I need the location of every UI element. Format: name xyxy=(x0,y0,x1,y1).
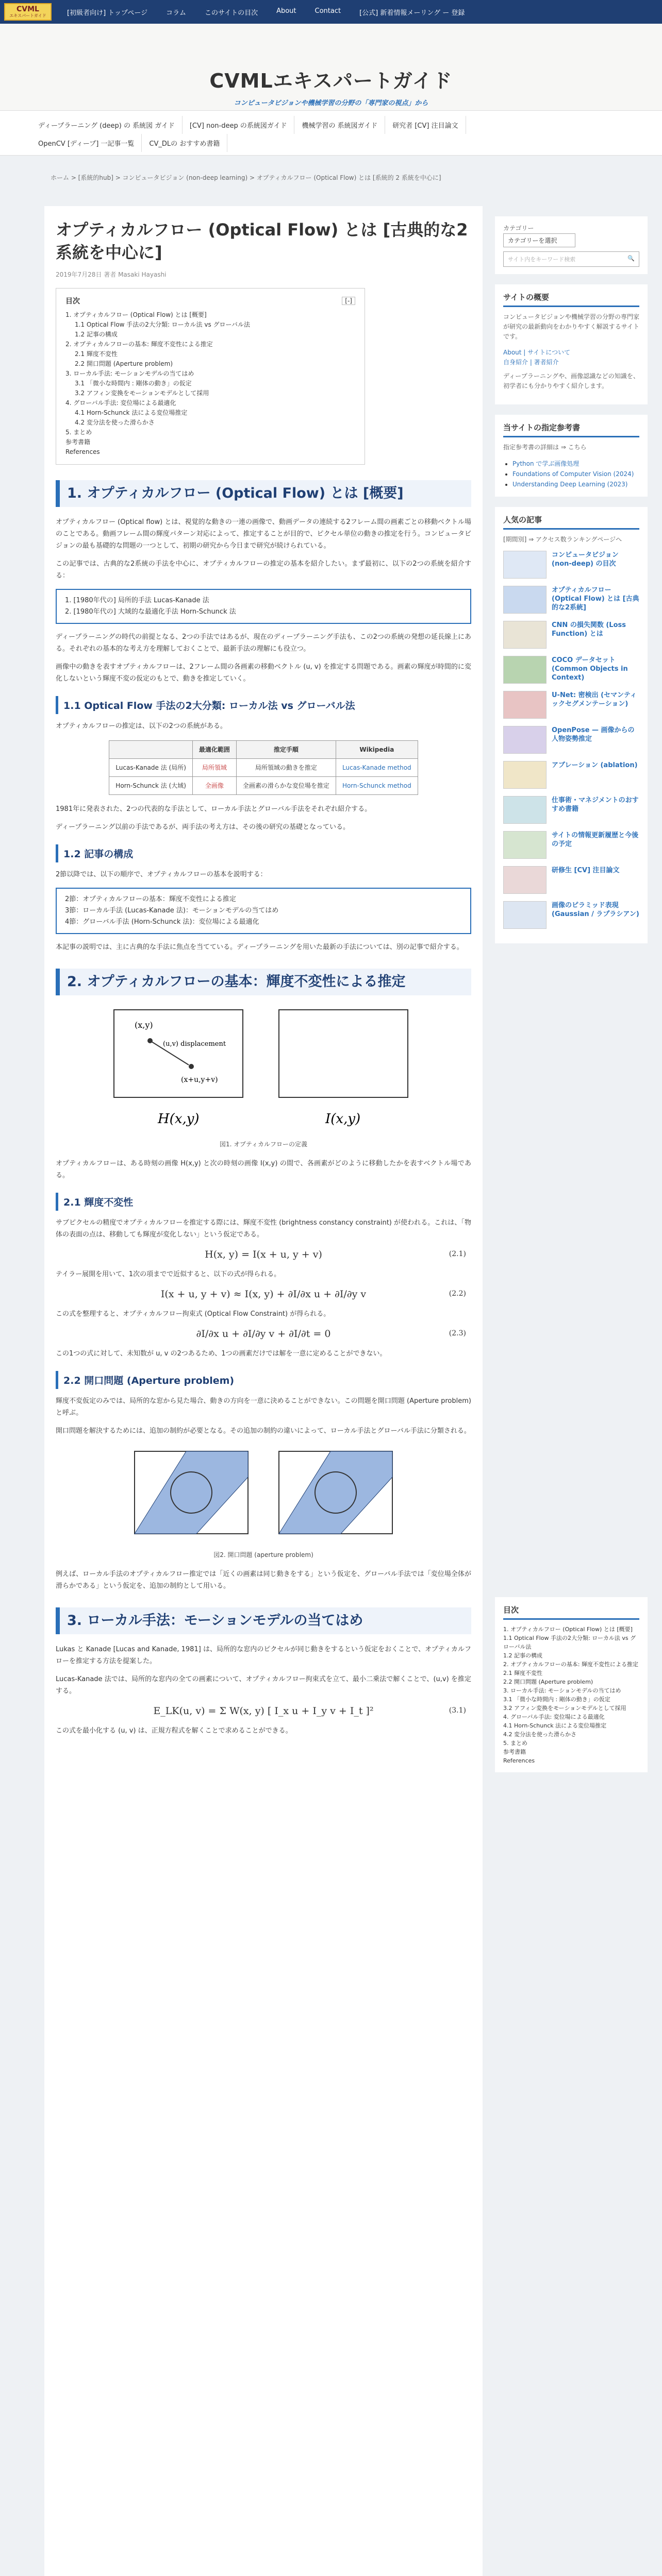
paragraph: Lukas と Kanade [Lucas and Kanade, 1981] は、局所的な窓内のピクセルが同じ動きをするという仮定をおくことで、オプティカルフローを推定する方法を提案した。 xyxy=(56,1646,471,1665)
menu-item[interactable]: [CV] non-deep の系統図ガイド xyxy=(183,116,295,134)
paragraph: サブピクセルの精度でオプティカルフローを推定する際には、輝度不変性 (brightness constancy constraint) が使われる。これは、「物体の表面の点は、移動しても輝度が変化しない」という仮定である。 xyxy=(56,1219,471,1239)
subsection-heading: 2.1 輝度不変性 xyxy=(56,1193,471,1211)
site-subtitle: コンピュータビジョンや機械学習の分野の「専門家の視点」から xyxy=(234,99,428,107)
equation xyxy=(56,1328,471,1340)
page-title: オプティカルフロー (Optical Flow) とは [古典的な2系統を中心に] xyxy=(56,220,468,262)
site-title[interactable]: CVMLエキスパートガイド xyxy=(209,70,453,92)
site-logo[interactable] xyxy=(4,3,52,21)
widget-title: 目次 xyxy=(503,1604,639,1620)
toc-item[interactable]: 3.2 アフィン変換をモーションモデルとして採用 xyxy=(503,1705,626,1711)
fig-label-i: I(x,y) xyxy=(325,1111,361,1127)
figure-caption: 図1. オプティカルフローの定義 xyxy=(220,1141,307,1148)
toc-item[interactable]: 4.2 変分法を使った滑らかさ xyxy=(75,419,155,426)
thumbnail xyxy=(503,796,547,824)
popular-item[interactable] xyxy=(503,726,639,754)
about-link[interactable]: About | サイトについて xyxy=(503,349,571,356)
top-nav-item[interactable]: About xyxy=(276,7,296,15)
menu-item[interactable]: OpenCV [ディープ] 一記事一覧 xyxy=(31,134,142,152)
section-heading: 1. オプティカルフロー (Optical Flow) とは [概要] xyxy=(56,480,471,507)
main-article xyxy=(44,206,483,2576)
sidebar xyxy=(495,216,648,954)
toc-item[interactable]: 参考書籍 xyxy=(503,1749,526,1755)
table-of-contents xyxy=(56,288,365,465)
paragraph: 輝度不変仮定のみでは、局所的な窓から見た場合、動きの方向を一意に決めることができない。この問題を開口問題 (Aperture problem) と呼ぶ。 xyxy=(56,1397,471,1417)
thumbnail xyxy=(503,761,547,789)
highlight-box xyxy=(56,888,471,934)
top-nav-item[interactable]: このサイトの目次 xyxy=(204,9,258,17)
popular-title[interactable]: 仕事術・マネジメントのおすすめ書籍 xyxy=(552,796,639,813)
post-meta: 2019年7月28日 著者 Masaki Hayashi xyxy=(56,271,167,278)
fig-label-uv: (u,v) displacement xyxy=(163,1040,226,1048)
box-line: 4節：グローバル手法 (Horn-Schunck 法)：変位場による最適化 xyxy=(65,918,259,926)
fig-label-xy: (x,y) xyxy=(135,1020,153,1030)
toc-item[interactable]: 2. オプティカルフローの基本: 輝度不変性による推定 xyxy=(503,1661,638,1668)
main-menu xyxy=(0,110,662,156)
toc-item[interactable]: References xyxy=(65,448,100,455)
figure-1 xyxy=(56,1005,471,1148)
widget-text: ディープラーニングや、画像認識などの知識を、初学者にも分かりやすく紹介します。 xyxy=(503,372,639,389)
toc-item[interactable]: 2.2 開口問題 (Aperture problem) xyxy=(75,360,173,367)
highlight-box xyxy=(56,589,471,624)
equation xyxy=(56,1249,471,1260)
widget-text[interactable]: [期間別] ⇒ アクセス数ランキングページへ xyxy=(503,536,622,543)
table-header: Wikipedia xyxy=(336,741,418,759)
top-nav xyxy=(67,7,483,17)
popular-title[interactable]: アブレーション (ablation) xyxy=(552,761,638,769)
widget-title: サイトの概要 xyxy=(503,292,639,307)
top-nav-item[interactable]: Contact xyxy=(315,7,341,15)
equation-number: (3.1) xyxy=(449,1706,466,1715)
toc-item[interactable]: 4. グローバル手法: 変位場による最適化 xyxy=(503,1714,605,1720)
toc-item[interactable]: 3.2 アフィン変換をモーションモデルとして採用 xyxy=(75,389,209,397)
menu-item[interactable]: CV_DLの おすすめ書籍 xyxy=(142,134,227,152)
paragraph: 開口問題を解決するためには、追加の制約が必要となる。その追加の制約の違いによって、ローカル手法とグローバル手法に分類される。 xyxy=(56,1427,471,1435)
toc-item[interactable]: 2.1 輝度不変性 xyxy=(75,350,118,358)
figure-2 xyxy=(56,1446,471,1559)
toc-toggle-button[interactable]: [-] xyxy=(342,297,355,305)
widget-text: 指定参考書の詳細は ⇒ こちら xyxy=(503,444,587,451)
equation-text: ∂I/∂x u + ∂I/∂y v + ∂I/∂t = 0 xyxy=(196,1328,331,1340)
book-link[interactable]: Python で学ぶ画像処理 xyxy=(512,460,580,467)
equation-number: (2.3) xyxy=(449,1329,466,1337)
table-link[interactable] xyxy=(336,759,418,777)
menu-item[interactable]: 機械学習の 系統図ガイド xyxy=(294,116,385,134)
search-icon[interactable]: 🔍 xyxy=(627,255,635,262)
table-row xyxy=(109,759,418,777)
popular-item[interactable] xyxy=(503,831,639,859)
toc-item[interactable]: 1.1 Optical Flow 手法の2大分類: ローカル法 vs グローバル法 xyxy=(75,321,250,328)
toc-item[interactable]: 3.1 「微小な時間内 : 剛体の動き」の仮定 xyxy=(503,1696,610,1703)
thumbnail xyxy=(503,726,547,754)
category-select[interactable]: カテゴリーを選択 xyxy=(503,233,575,247)
toc-item[interactable]: 2. オプティカルフローの基本: 輝度不変性による推定 xyxy=(65,341,213,348)
thumbnail xyxy=(503,866,547,894)
equation-number: (2.1) xyxy=(449,1250,466,1258)
search-placeholder: サイト内をキーワード検索 xyxy=(508,256,576,263)
paragraph: この式を最小化する (u, v) は、正規方程式を解くことで求めることができる。 xyxy=(56,1727,292,1735)
popular-item[interactable] xyxy=(503,656,639,684)
toc-item[interactable]: 4. グローバル手法: 変位場による最適化 xyxy=(65,399,176,406)
widget-title: 当サイトの指定参考書 xyxy=(503,422,639,437)
table-link[interactable] xyxy=(336,777,418,795)
top-nav-item[interactable]: コラム xyxy=(166,9,186,17)
top-bar xyxy=(0,0,662,24)
thumbnail xyxy=(503,621,547,649)
popular-title[interactable]: U-Net: 密検出 (セマンティックセグメンテーション) xyxy=(552,691,637,708)
popular-item[interactable] xyxy=(503,866,639,894)
paragraph: この1つの式に対して、未知数が u, v の2つあるため、1つの画素だけでは解を一意に定めることができない。 xyxy=(56,1350,387,1358)
section-heading: 3. ローカル手法：モーションモデルの当てはめ xyxy=(56,1607,471,1634)
table-cell: 局所領域 xyxy=(192,759,236,777)
table-header: 推定手順 xyxy=(236,741,336,759)
top-nav-item[interactable]: [初級者向け] トップページ xyxy=(67,9,148,17)
paragraph: 1981年に発表された、2つの代表的な手法として、ローカル手法とグローバル手法をそれぞれ紹介する。 xyxy=(56,805,372,813)
table-header: 最適化範囲 xyxy=(192,741,236,759)
box-line: 3節：ローカル手法 (Lucas-Kanade 法)：モーションモデルの当てはめ xyxy=(65,907,279,914)
popular-title[interactable]: サイトの情報更新履歴と今後の予定 xyxy=(552,832,639,848)
site-header xyxy=(0,24,662,110)
toc-item[interactable]: 4.1 Horn-Schunck 法による変位場推定 xyxy=(75,409,188,416)
popular-item[interactable] xyxy=(503,796,639,824)
category-label: カテゴリー xyxy=(503,225,534,232)
thumbnail xyxy=(503,691,547,719)
equation-number: (2.2) xyxy=(449,1290,466,1298)
table-cell: Horn-Schunck 法 (大域) xyxy=(109,777,193,795)
breadcrumb[interactable]: ホーム > [系統的hub] > コンピュータビジョン (non-deep learning) > オプティカルフロー (Optical Flow) とは [系統的 2 系統を中心に] xyxy=(51,174,441,181)
equation-text: I(x + u, y + v) ≈ I(x, y) + ∂I/∂x u + ∂I/∂y v xyxy=(160,1289,367,1300)
popular-title[interactable]: オプティカルフロー (Optical Flow) とは [古典的な2系統] xyxy=(552,586,639,612)
wiki-link[interactable]: Horn-Schunck method xyxy=(342,782,411,789)
box-line: 2. [1980年代の] 大域的な最適化手法 Horn-Schunck 法 xyxy=(65,608,236,616)
box-line: 1. [1980年代の] 局所的手法 Lucas-Kanade 法 xyxy=(65,597,209,604)
popular-item[interactable] xyxy=(503,586,639,614)
section-heading: 2. オプティカルフローの基本：輝度不変性による推定 xyxy=(56,969,471,995)
widget-text: コンピュータビジョンや機械学習の分野の専門家が研究の最新動向をわかりやすく解説するサイトです。 xyxy=(503,313,639,340)
thumbnail xyxy=(503,831,547,859)
books-widget xyxy=(495,415,648,497)
paragraph: オプティカルフローは、ある時刻の画像 H(x,y) と次の時刻の画像 I(x,y) の間で、各画素がどのように移動したかを表すベクトル場である。 xyxy=(56,1160,471,1179)
subsection-heading: 1.1 Optical Flow 手法の2大分類: ローカル法 vs グローバル法 xyxy=(56,696,471,714)
paragraph: 例えば、ローカル手法のオプティカルフロー推定では「近くの画素は同じ動きをする」という仮定を、グローバル手法では「変位場全体が滑らかである」という仮定を、追加の制約として用いる。 xyxy=(56,1570,471,1590)
toc-item[interactable]: 5. まとめ xyxy=(503,1740,527,1747)
book-link[interactable]: Understanding Deep Learning (2023) xyxy=(512,481,628,488)
popular-item[interactable] xyxy=(503,761,639,789)
logo-subtext: エキスパートガイド xyxy=(9,13,46,18)
logo-text: CVML xyxy=(16,5,39,13)
toc-item[interactable]: 3. ローカル手法: モーションモデルの当てはめ xyxy=(65,370,194,377)
popular-title[interactable]: COCO データセット (Common Objects in Context) xyxy=(552,656,628,682)
book-link[interactable]: Foundations of Computer Vision (2024) xyxy=(512,470,634,478)
toc-item[interactable]: 3.1 「微小な時間内 : 剛体の動き」の仮定 xyxy=(75,380,192,387)
subsection-heading: 2.2 開口問題 (Aperture problem) xyxy=(56,1371,471,1389)
table-cell: 全画素の滑らかな変位場を推定 xyxy=(236,777,336,795)
floating-toc xyxy=(495,1597,648,1772)
popular-item[interactable] xyxy=(503,901,639,929)
toc-item[interactable]: 1.2 記事の構成 xyxy=(503,1652,542,1659)
menu-item[interactable]: 研究者 [CV] 注目論文 xyxy=(385,116,466,134)
popular-widget xyxy=(495,507,648,943)
paragraph: ディープラーニング以前の手法であるが、両手法の考え方は、その後の研究の基礎となっている。 xyxy=(56,823,350,831)
flow-diagram xyxy=(104,1005,423,1133)
paragraph: テイラー展開を用いて、1次の項までで近似すると、以下の式が得られる。 xyxy=(56,1270,281,1278)
category-widget xyxy=(495,216,648,274)
popular-title[interactable]: CNN の損失関数 (Loss Function) とは xyxy=(552,621,626,638)
toc-title: 目次 xyxy=(65,297,80,306)
paragraph: 2節以降では、以下の順序で、オプティカルフローの基本を説明する： xyxy=(56,871,267,878)
figure-caption: 図2. 開口問題 (aperture problem) xyxy=(213,1551,313,1558)
fig-label-target: (x+u,y+v) xyxy=(181,1076,218,1084)
paragraph: オプティカルフローの推定は、以下の2つの系統がある。 xyxy=(56,722,227,730)
toc-item[interactable]: 1. オプティカルフロー (Optical Flow) とは [概要] xyxy=(65,311,207,318)
subsection-heading: 1.2 記事の構成 xyxy=(56,844,471,862)
toc-item[interactable]: 1.2 記事の構成 xyxy=(75,331,118,338)
comparison-table xyxy=(109,740,418,795)
table-header xyxy=(109,741,193,759)
equation xyxy=(56,1705,471,1717)
table-cell: 局所領域の動きを推定 xyxy=(236,759,336,777)
aperture-diagram xyxy=(119,1446,408,1544)
toc-item[interactable]: 1. オプティカルフロー (Optical Flow) とは [概要] xyxy=(503,1626,633,1633)
paragraph: 画像中の動きを表すオプティカルフローは、2フレーム間の各画素の移動ベクトル (u, v) を推定する問題である。画素の輝度が時間的に変化しないという輝度不変の仮定のもとで、動きを推定していく。 xyxy=(56,663,471,683)
paragraph: この記事では、古典的な2系統の手法を中心に、オプティカルフローの推定の基本を紹介したい。まず最初に、以下の2つの系統を紹介する： xyxy=(56,560,471,580)
toc-item[interactable]: 1.1 Optical Flow 手法の2大分類: ローカル法 vs グローバル法 xyxy=(503,1635,636,1650)
toc-item[interactable]: References xyxy=(503,1757,535,1764)
toc-item[interactable]: 5. まとめ xyxy=(65,429,92,436)
box-line: 2節：オプティカルフローの基本：輝度不変性による推定 xyxy=(65,895,236,903)
table-row xyxy=(109,777,418,795)
table-cell: 全画像 xyxy=(192,777,236,795)
wiki-link[interactable]: Lucas-Kanade method xyxy=(342,764,411,771)
equation-text: H(x, y) = I(x + u, y + v) xyxy=(205,1249,322,1260)
toc-item[interactable]: 参考書籍 xyxy=(65,438,91,446)
paragraph: 本記事の説明では、主に古典的な手法に焦点を当てている。ディープラーニングを用いた最新の手法については、別の記事で紹介する。 xyxy=(56,943,464,951)
toc-item[interactable]: 2.2 開口問題 (Aperture problem) xyxy=(503,1679,593,1685)
paragraph: オプティカルフロー (Optical flow) とは、視覚的な動きの一連の画像で、動画データの連続する2フレーム間の画素ごとの移動ベクトル場のことである。動画フレーム間の輝度パターン対応によって、推定することが目的で、ピクセル単位の動きの推定を行う。コンピュータビジョンの最も基礎的な問題の一つとして、初期の研究から今日まで研究が続けられている。 xyxy=(56,518,471,550)
toc-item[interactable]: 2.1 輝度不変性 xyxy=(503,1670,542,1676)
popular-item[interactable] xyxy=(503,621,639,649)
author-link[interactable]: 自身紹介 | 著者紹介 xyxy=(503,359,559,366)
menu-item[interactable]: ディープラーニング (deep) の 系統図 ガイド xyxy=(31,116,183,134)
paragraph: Lucas-Kanade 法では、局所的な窓内の全ての画素について、オプティカルフロー拘束式を立て、最小二乗法で解くことで、(u,v) を推定する。 xyxy=(56,1675,471,1695)
widget-title: 人気の記事 xyxy=(503,514,639,530)
popular-item[interactable] xyxy=(503,691,639,719)
search-input[interactable] xyxy=(503,251,639,267)
popular-item[interactable] xyxy=(503,551,639,579)
toc-item[interactable]: 4.2 変分法を使った滑らかさ xyxy=(503,1731,576,1738)
equation-text: E_LK(u, v) = Σ W(x, y) [ I_x u + I_y v + I_t ]² xyxy=(153,1705,374,1717)
toc-item[interactable]: 3. ローカル手法: モーションモデルの当てはめ xyxy=(503,1687,621,1694)
paragraph: ディープラーニングの時代の前提となる、2つの手法ではあるが、現在のディープラーニング手法も、この2つの系統の発想の延長線上にある。それぞれの基本的な考え方を理解しておくことで、最新手法の理解にも役立つ。 xyxy=(56,633,471,653)
thumbnail xyxy=(503,586,547,614)
thumbnail xyxy=(503,901,547,929)
fig-label-h: H(x,y) xyxy=(158,1111,200,1127)
equation xyxy=(56,1289,471,1300)
popular-title[interactable]: コンピュータビジョン (non-deep) の目次 xyxy=(552,551,619,568)
popular-title[interactable]: 研修生 [CV] 注目論文 xyxy=(552,867,620,874)
paragraph: この式を整理すると、オプティカルフロー拘束式 (Optical Flow Constraint) が得られる。 xyxy=(56,1310,330,1318)
table-cell: Lucas-Kanade 法 (局所) xyxy=(109,759,193,777)
thumbnail xyxy=(503,656,547,684)
about-widget xyxy=(495,284,648,404)
top-nav-item[interactable]: [公式] 新着情報メーリング ー 登録 xyxy=(359,9,465,17)
thumbnail xyxy=(503,551,547,579)
popular-title[interactable]: 画像のピラミッド表現 (Gaussian / ラプラシアン) xyxy=(552,902,639,918)
popular-title[interactable]: OpenPose — 画像からの人物姿勢推定 xyxy=(552,726,635,743)
toc-item[interactable]: 4.1 Horn-Schunck 法による変位場推定 xyxy=(503,1722,607,1729)
